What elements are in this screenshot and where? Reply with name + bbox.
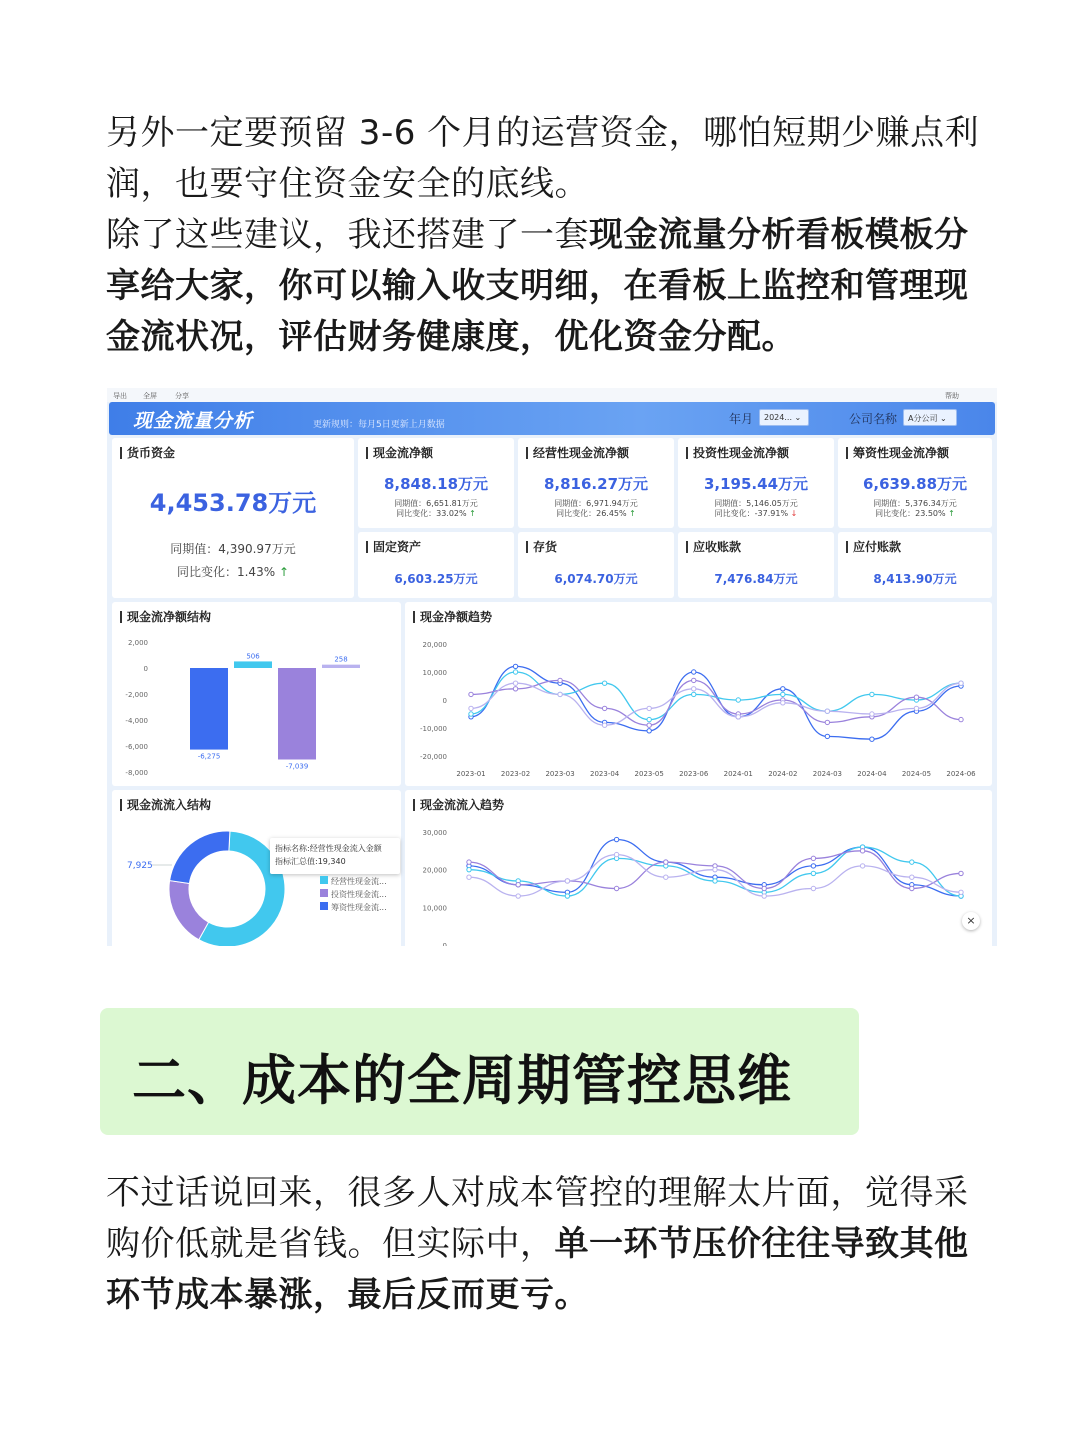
data-point: [558, 692, 562, 696]
inflow-line-chart: [405, 790, 992, 950]
asset-value: 7,476.84万元: [714, 572, 798, 586]
y-tick-label: -6,000: [125, 743, 148, 751]
kpi-card: [678, 438, 834, 528]
bar: [234, 661, 272, 668]
y-tick-label: -8,000: [125, 769, 148, 777]
monetary-card: [112, 438, 354, 598]
asset-label: 应收账款: [686, 541, 741, 553]
data-point: [914, 706, 918, 710]
data-point: [825, 734, 829, 738]
x-tick-label: 2024-01: [723, 770, 753, 778]
data-point: [602, 681, 606, 685]
data-point: [602, 706, 606, 710]
section-title: 二、成本的全周期管控思维: [132, 1049, 792, 1112]
kpi-value: 8,816.27万元: [543, 475, 649, 493]
data-point: [811, 856, 815, 860]
kpi-value: 6,639.88万元: [862, 475, 968, 493]
filter-company-select[interactable]: [903, 409, 957, 426]
inflow-trend-title: 现金流流入趋势: [413, 799, 504, 811]
data-point: [860, 849, 864, 853]
section-heading: [100, 1008, 859, 1135]
dashboard-toolbar: [107, 388, 997, 402]
data-point: [781, 687, 785, 691]
kpi-value: 3,195.44万元: [703, 475, 809, 493]
filter-month-label: 年月: [729, 412, 754, 426]
bar-chart: [112, 602, 401, 786]
data-point: [692, 692, 696, 696]
kpi-label: 现金流净额: [366, 447, 433, 459]
inflow-structure-panel: [112, 790, 401, 946]
x-tick-label: 2024-03: [812, 770, 842, 778]
legend-swatch: [320, 889, 328, 897]
data-point: [713, 867, 717, 871]
outro-text: 不过话说回来，很多人对成本管控的理解太片面，觉得采购价低就是省钱。但实际中，: [106, 1173, 969, 1264]
monetary-value: 4,453.78万元: [149, 489, 317, 517]
kpi-change: [358, 509, 514, 519]
legend-item[interactable]: [320, 901, 387, 914]
chevron-down-icon: ⌄: [940, 414, 947, 423]
outro-bold-text: 单一环节压价往往导致其他环节成本暴涨，最后反而更亏。: [106, 1224, 969, 1315]
y-tick-label: 2,000: [127, 639, 148, 647]
bar-data-label: -7,039: [285, 762, 309, 771]
data-point: [692, 678, 696, 682]
asset-card: [838, 532, 992, 598]
data-point: [664, 875, 668, 879]
kpi-label: 投资性现金流净额: [686, 447, 789, 459]
kpi-label: 经营性现金流净额: [526, 447, 629, 459]
data-point: [469, 706, 473, 710]
data-point: [959, 890, 963, 894]
share-button[interactable]: 分享: [175, 392, 189, 400]
intro-line1: 另外一定要预留 3-6 个月的运营资金，哪怕短期少赚点利润，也要守住资金安全的底线。: [106, 113, 980, 204]
data-point: [811, 864, 815, 868]
data-point: [713, 879, 717, 883]
donut-slice: [169, 881, 209, 940]
kpi-label: 筹资性现金流净额: [846, 447, 949, 459]
bar-data-label: 506: [246, 652, 260, 661]
x-tick-label: 2023-04: [590, 770, 620, 778]
filter-month-select[interactable]: [759, 409, 809, 426]
update-rule: 更新规则：每月5日更新上月数据: [313, 420, 445, 430]
tooltip-name: 指标名称:经营性现金流入金额: [275, 844, 382, 853]
tooltip-total: 指标汇总值:19,340: [275, 857, 346, 866]
kpi-change: [518, 509, 674, 519]
data-point: [910, 860, 914, 864]
chart-tooltip: [270, 838, 400, 874]
data-point: [736, 698, 740, 702]
data-point: [469, 692, 473, 696]
x-tick-label: 2023-01: [456, 770, 486, 778]
data-point: [565, 894, 569, 898]
kpi-change: [678, 509, 834, 519]
data-point: [692, 687, 696, 691]
arrow-up-icon: ↑: [469, 509, 476, 518]
chevron-down-icon: ⌄: [794, 413, 802, 422]
kpi-value: 8,848.18万元: [383, 475, 489, 493]
donut-slice: [170, 831, 230, 883]
asset-label: 固定资产: [366, 541, 421, 553]
monetary-prev: 同期值：4,390.97万元: [170, 542, 296, 556]
fullscreen-button[interactable]: 全屏: [143, 392, 157, 400]
y-tick-label: 10,000: [422, 669, 447, 677]
data-point: [959, 871, 963, 875]
data-point: [602, 723, 606, 727]
data-point: [870, 692, 874, 696]
data-point: [558, 678, 562, 682]
data-point: [811, 871, 815, 875]
y-tick-label: -10,000: [419, 725, 447, 733]
data-point: [664, 860, 668, 864]
data-point: [736, 715, 740, 719]
y-tick-label: 0: [143, 665, 148, 673]
kpi-change-text: 同比变化：33.02%: [396, 509, 467, 518]
x-tick-label: 2024-02: [768, 770, 798, 778]
x-tick-label: 2024-04: [857, 770, 887, 778]
asset-card: [678, 532, 834, 598]
data-point: [513, 670, 517, 674]
arrow-up-icon: ↑: [629, 509, 636, 518]
data-point: [692, 670, 696, 674]
donut-legend: [320, 875, 387, 914]
x-tick-label: 2023-02: [500, 770, 531, 778]
dashboard-banner: [109, 402, 995, 435]
kpi-prev: 同期值：6,971.94万元: [554, 499, 638, 508]
x-tick-label: 2024-06: [946, 770, 976, 778]
data-point: [467, 860, 471, 864]
y-tick-label: -20,000: [419, 753, 447, 761]
data-point: [910, 886, 914, 890]
x-tick-label: 2023-06: [679, 770, 709, 778]
data-point: [516, 894, 520, 898]
data-point: [825, 709, 829, 713]
data-point: [647, 706, 651, 710]
y-tick-label: 0: [442, 697, 447, 705]
x-tick-label: 2023-05: [634, 770, 664, 778]
asset-card: [358, 532, 514, 598]
kpi-change-text: 同比变化：-37.91%: [714, 509, 789, 518]
data-point: [762, 886, 766, 890]
data-point: [870, 737, 874, 741]
data-point: [870, 712, 874, 716]
data-point: [614, 886, 618, 890]
asset-value: 8,413.90万元: [873, 572, 957, 586]
y-tick-label: 20,000: [422, 641, 447, 649]
trend-line-chart: [405, 602, 992, 786]
kpi-prev: 同期值：5,376.34万元: [873, 499, 957, 508]
kpi-prev: 同期值：6,651.81万元: [394, 499, 478, 508]
filter-company-value: A分公司: [908, 414, 938, 423]
arrow-down-icon: ↓: [790, 509, 798, 518]
asset-label: 应付账款: [846, 541, 901, 553]
bar-data-label: 258: [334, 655, 348, 664]
legend-label: 筹资性现金流...: [331, 903, 387, 912]
close-icon[interactable]: ×: [962, 912, 980, 930]
data-point: [467, 875, 471, 879]
legend-item[interactable]: [320, 888, 387, 901]
y-tick-label: 30,000: [422, 829, 447, 837]
kpi-card: [358, 438, 514, 528]
monetary-change: [112, 565, 354, 579]
data-point: [614, 852, 618, 856]
asset-card: [518, 532, 674, 598]
outro-paragraph: [106, 1168, 996, 1321]
data-point: [762, 894, 766, 898]
data-point: [647, 717, 651, 721]
structure-title: 现金流净额结构: [120, 611, 211, 623]
data-point: [781, 692, 785, 696]
data-point: [467, 867, 471, 871]
export-button[interactable]: 导出: [113, 392, 127, 400]
filter-month-value: 2024...: [764, 413, 792, 422]
legend-swatch: [320, 902, 328, 910]
data-point: [565, 879, 569, 883]
data-point: [513, 681, 517, 685]
y-tick-label: -2,000: [125, 691, 148, 699]
y-tick-label: 10,000: [422, 904, 447, 913]
asset-value: 6,074.70万元: [554, 572, 638, 586]
bar: [278, 668, 316, 760]
monetary-label: 货币资金: [120, 447, 175, 459]
inflow-trend-panel: [405, 790, 992, 950]
monetary-change-text: 同比变化：1.43%: [176, 565, 276, 579]
arrow-up-icon: ↑: [278, 565, 289, 579]
trend-panel: [405, 602, 992, 786]
legend-swatch: [320, 876, 328, 884]
data-point: [614, 837, 618, 841]
data-point: [781, 701, 785, 705]
kpi-change-text: 同比变化：26.45%: [556, 509, 627, 518]
kpi-change: [838, 509, 992, 519]
intro-bold-text: 现金流量分析看板模板分享给大家，你可以输入收支明细，在看板上监控和管理现金流状况，评估财务健康度，优化资金分配。: [106, 215, 969, 357]
kpi-card: [838, 438, 992, 528]
asset-value: 6,603.25万元: [394, 572, 478, 586]
data-point: [811, 886, 815, 890]
asset-label: 存货: [526, 541, 557, 553]
y-tick-label: -4,000: [125, 717, 148, 725]
data-point: [910, 875, 914, 879]
trend-title: 现金净额趋势: [413, 611, 492, 623]
y-tick-label: 0: [442, 942, 447, 950]
x-tick-label: 2023-03: [545, 770, 575, 778]
bar-data-label: -6,275: [197, 752, 221, 761]
bar: [322, 665, 360, 668]
data-point: [513, 687, 517, 691]
filter-company-label: 公司名称: [849, 412, 898, 426]
data-point: [516, 883, 520, 887]
kpi-change-text: 同比变化：23.50%: [875, 509, 946, 518]
data-point: [825, 720, 829, 724]
donut-data-label: 7,925: [127, 861, 153, 871]
bar: [190, 668, 228, 750]
dashboard-screenshot: [107, 388, 997, 950]
data-point: [647, 723, 651, 727]
data-point: [860, 864, 864, 868]
intro-line2: 除了这些建议，我还搭建了一套: [106, 215, 589, 255]
intro-paragraph: [106, 108, 996, 363]
inflow-structure-title: 现金流流入结构: [120, 799, 211, 811]
dashboard-title: 现金流量分析: [133, 410, 254, 432]
arrow-up-icon: ↑: [948, 509, 955, 518]
legend-item[interactable]: [320, 875, 387, 888]
legend-label: 投资性现金流...: [331, 890, 387, 899]
data-point: [469, 712, 473, 716]
kpi-prev: 同期值：5,146.05万元: [714, 499, 798, 508]
legend-label: 经营性现金流...: [331, 877, 387, 886]
data-point: [513, 664, 517, 668]
x-tick-label: 2024-05: [901, 770, 932, 778]
help-button[interactable]: 帮助: [945, 392, 959, 400]
data-point: [914, 695, 918, 699]
y-tick-label: 20,000: [422, 866, 447, 875]
structure-panel: [112, 602, 401, 786]
data-point: [959, 717, 963, 721]
data-point: [647, 729, 651, 733]
kpi-card: [518, 438, 674, 528]
data-point: [959, 681, 963, 685]
